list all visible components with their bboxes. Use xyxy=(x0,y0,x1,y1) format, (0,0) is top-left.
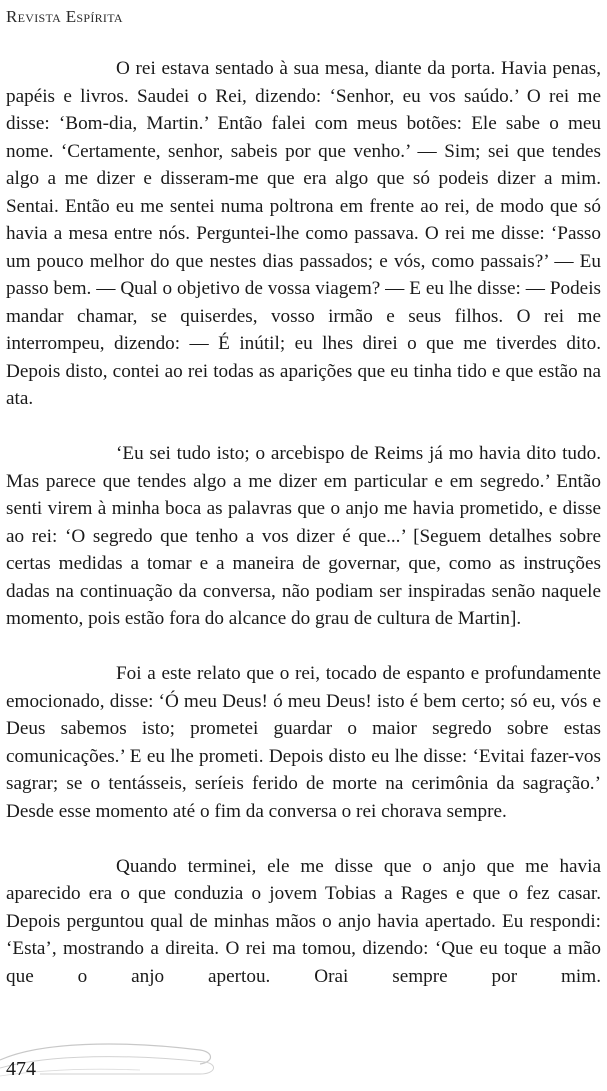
paragraph-2: ‘Eu sei tudo isto; o arcebispo de Reims já mo havia dito tudo. Mas parece que tendes algo a me dizer em particular e em segredo.’ Então senti virem à minha boca as palavras que o anjo me havia prometido, e disse ao rei: ‘O segredo que tenho a vos dizer é que...’ [Seguem detalhes sobre certas medidas a tomar e a maneira de governar, que, como as instruções dadas na continuação da conversa, não podiam ser inspiradas senão naquele momento, pois estão fora do alcance do grau de cultura de Martin]. xyxy=(6,443,601,629)
paragraph-4: Quando terminei, ele me disse que o anjo que me havia aparecido era o que conduzia o jovem Tobias a Rages e que o fez casar. Depois perguntou qual de minhas mãos o anjo havia apertado. Eu respondi: ‘Esta’, mostrando a direita. O rei ma tomou, dizendo: ‘Que eu toque a mão que o anjo apertou. Orai sempre por mim. xyxy=(6,855,601,987)
page-number: 474 xyxy=(6,1058,36,1080)
paragraph-1: O rei estava sentado à sua mesa, diante da porta. Havia penas, papéis e livros. Saudei o Rei, dizendo: ‘Senhor, eu vos saúdo.’ O rei me disse: ‘Bom-dia, Martin.’ Então falei com meus botões: Ele sabe o meu nome. ‘Certamente, senhor, sabeis por que venho.’ — Sim; sei que tendes algo a me dizer e disseram-me que era algo que só podeis dizer a mim. Sentai. Então eu me sentei numa poltrona em frente ao rei, de modo que só havia a mesa entre nós. Perguntei-lhe como passava. O rei me disse: ‘Passo um pouco melhor do que nestes dias passados; e vós, como passais?’ — Eu passo bem. — Qual o objetivo de vossa viagem? — E eu lhe disse: — Podeis mandar chamar, se quiserdes, vosso irmão e seus filhos. O rei me interrompeu, dizendo: — É inútil; eu lhes direi o que me tiverdes dito. Depois disto, contei ao rei todas as aparições que eu tinha tido e que estão na ata. xyxy=(6,58,601,409)
running-head-title: Revista Espírita xyxy=(6,7,123,26)
body-text xyxy=(6,55,601,990)
paragraph-3: Foi a este relato que o rei, tocado de espanto e profundamente emocionado, disse: ‘Ó meu Deus! ó meu Deus! isto é bem certo; só eu, vós e Deus sabemos isto; prometei guardar o maior segredo sobre estas comunicações.’ E eu lhe prometi. Depois disto eu lhe disse: ‘Evitai fazer-vos sagrar; se o tentásseis, seríeis ferido de morte na cerimônia da sagração.’ Desde esse momento até o fim da conversa o rei chorava sempre. xyxy=(6,663,601,822)
